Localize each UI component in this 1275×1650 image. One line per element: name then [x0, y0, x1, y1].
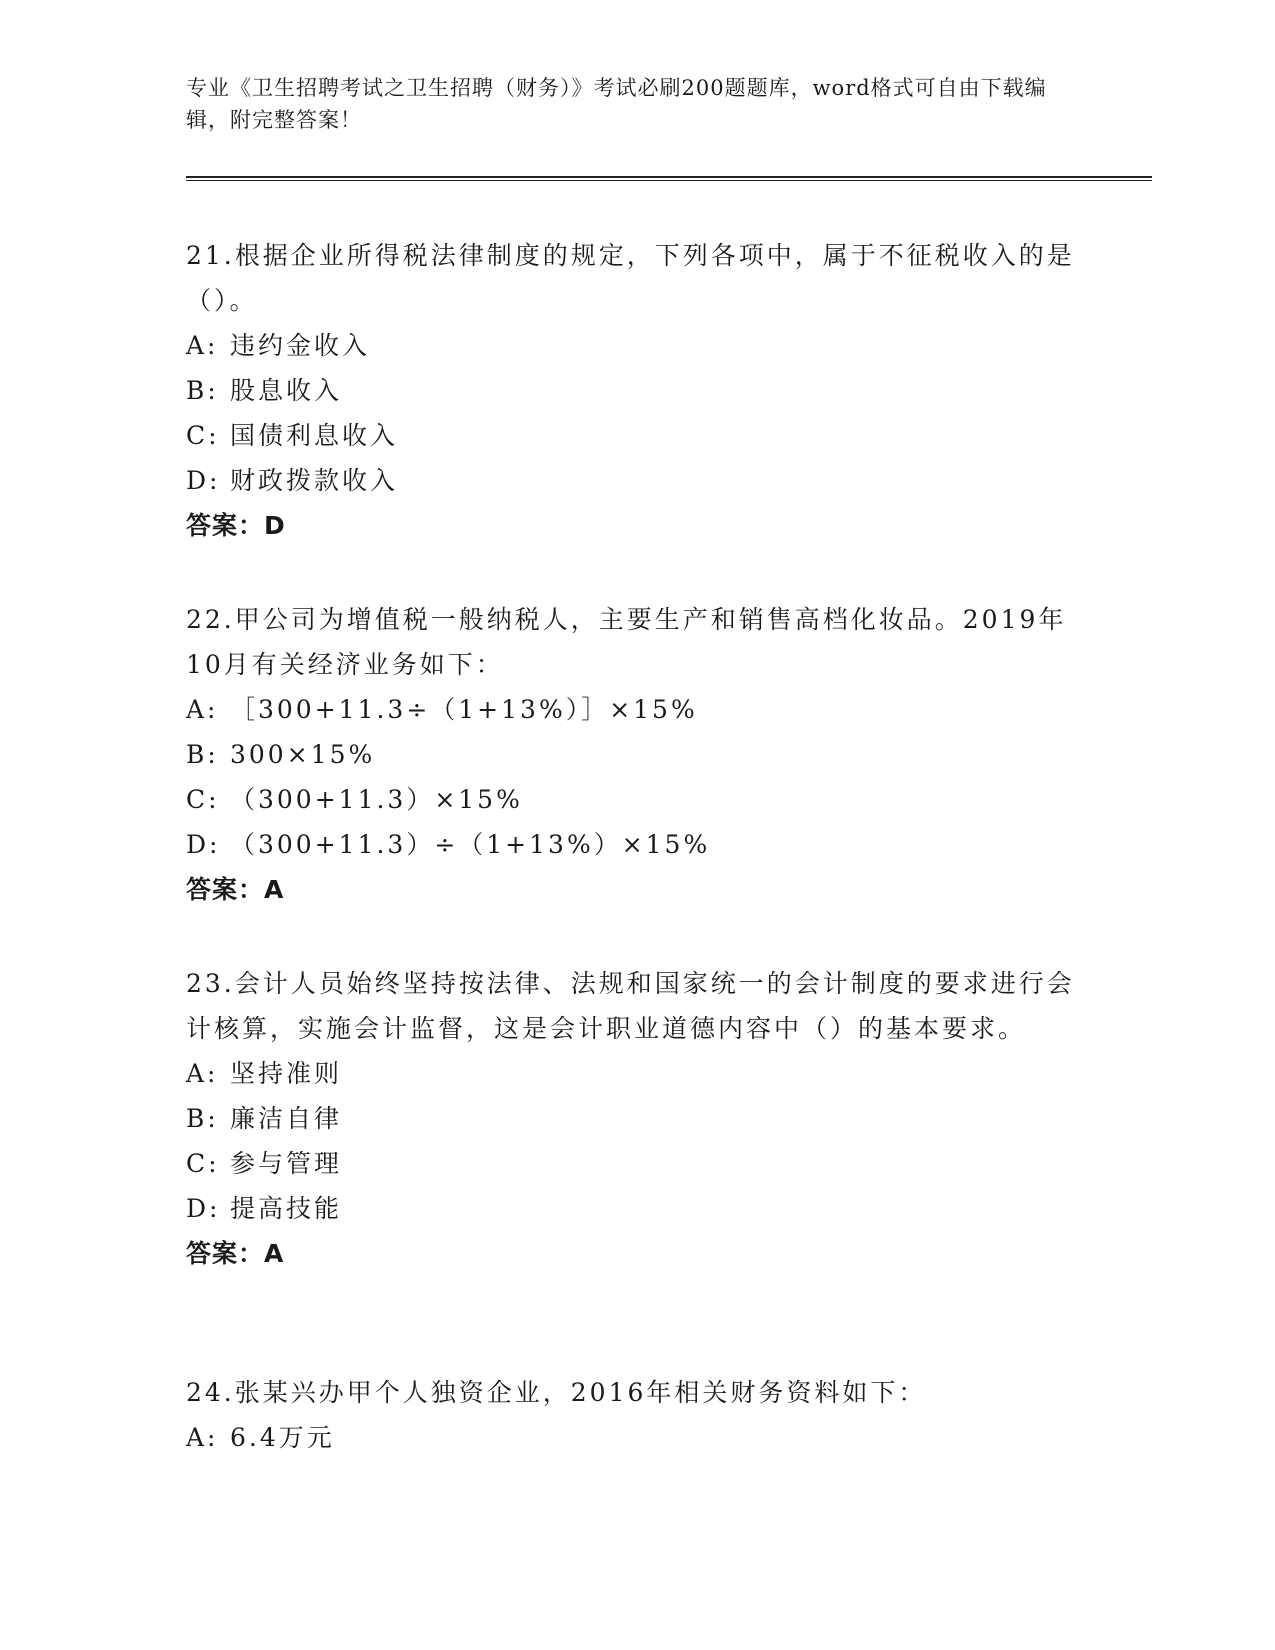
option-key: B: [186, 740, 219, 769]
option-key: B: [186, 376, 219, 405]
answer-line: 答案：A [186, 875, 285, 904]
option-key: B: [186, 1104, 219, 1133]
option-key: C: [186, 1149, 220, 1178]
option-key: C: [186, 785, 220, 814]
question-stem: 23.会计人员始终坚持按法律、法规和国家统一的会计制度的要求进行会计核算，实施会计监督，这是会计职业道德内容中（）的基本要求。 [186, 969, 1075, 1043]
option-b [186, 368, 1086, 413]
option-text: 参与管理 [230, 1149, 343, 1178]
option-c [186, 777, 1086, 822]
option-a [186, 1051, 1086, 1096]
option-text: 股息收入 [230, 376, 343, 405]
option-key: D: [186, 830, 221, 859]
question-stem: 24.张某兴办甲个人独资企业，2016年相关财务资料如下： [186, 1378, 927, 1407]
question-21 [186, 233, 1086, 548]
option-text: 违约金收入 [230, 331, 371, 360]
option-d [186, 822, 1086, 867]
question-22 [186, 597, 1086, 912]
option-text: 6.4万元 [230, 1423, 335, 1452]
question-23 [186, 961, 1086, 1276]
question-stem: 21.根据企业所得税法律制度的规定，下列各项中，属于不征税收入的是（）。 [186, 241, 1075, 315]
option-key: C: [186, 421, 220, 450]
option-c [186, 413, 1086, 458]
answer-line: 答案：A [186, 1239, 285, 1268]
option-b [186, 1096, 1086, 1141]
option-text: 坚持准则 [230, 1059, 343, 1088]
option-text: 国债利息收入 [230, 421, 399, 450]
document-header: 专业《卫生招聘考试之卫生招聘（财务）》考试必刷200题题库，word格式可自由下载编辑，附完整答案！ [186, 76, 1047, 132]
question-stem: 22.甲公司为增值税一般纳税人，主要生产和销售高档化妆品。2019年10月有关经济业务如下： [186, 605, 1067, 679]
option-text: 廉洁自律 [230, 1104, 343, 1133]
option-text: ［300+11.3÷（1+13%）］×15% [230, 695, 698, 724]
option-key: D: [186, 466, 221, 495]
option-a [186, 323, 1086, 368]
option-c [186, 1141, 1086, 1186]
option-a [186, 687, 1086, 732]
option-a [186, 1415, 1086, 1460]
question-24 [186, 1370, 1086, 1460]
option-d [186, 458, 1086, 503]
option-b [186, 732, 1086, 777]
answer-line: 答案：D [186, 511, 286, 540]
header-divider [186, 176, 1152, 181]
option-d [186, 1186, 1086, 1231]
option-text: 300×15% [230, 740, 376, 769]
option-key: D: [186, 1194, 221, 1223]
option-text: 提高技能 [230, 1194, 343, 1223]
option-key: A: [186, 695, 219, 724]
option-key: A: [186, 1423, 219, 1452]
option-text: 财政拨款收入 [230, 466, 399, 495]
option-text: （300+11.3）×15% [230, 785, 523, 814]
option-text: （300+11.3）÷（1+13%）×15% [230, 830, 711, 859]
option-key: A: [186, 331, 219, 360]
option-key: A: [186, 1059, 219, 1088]
